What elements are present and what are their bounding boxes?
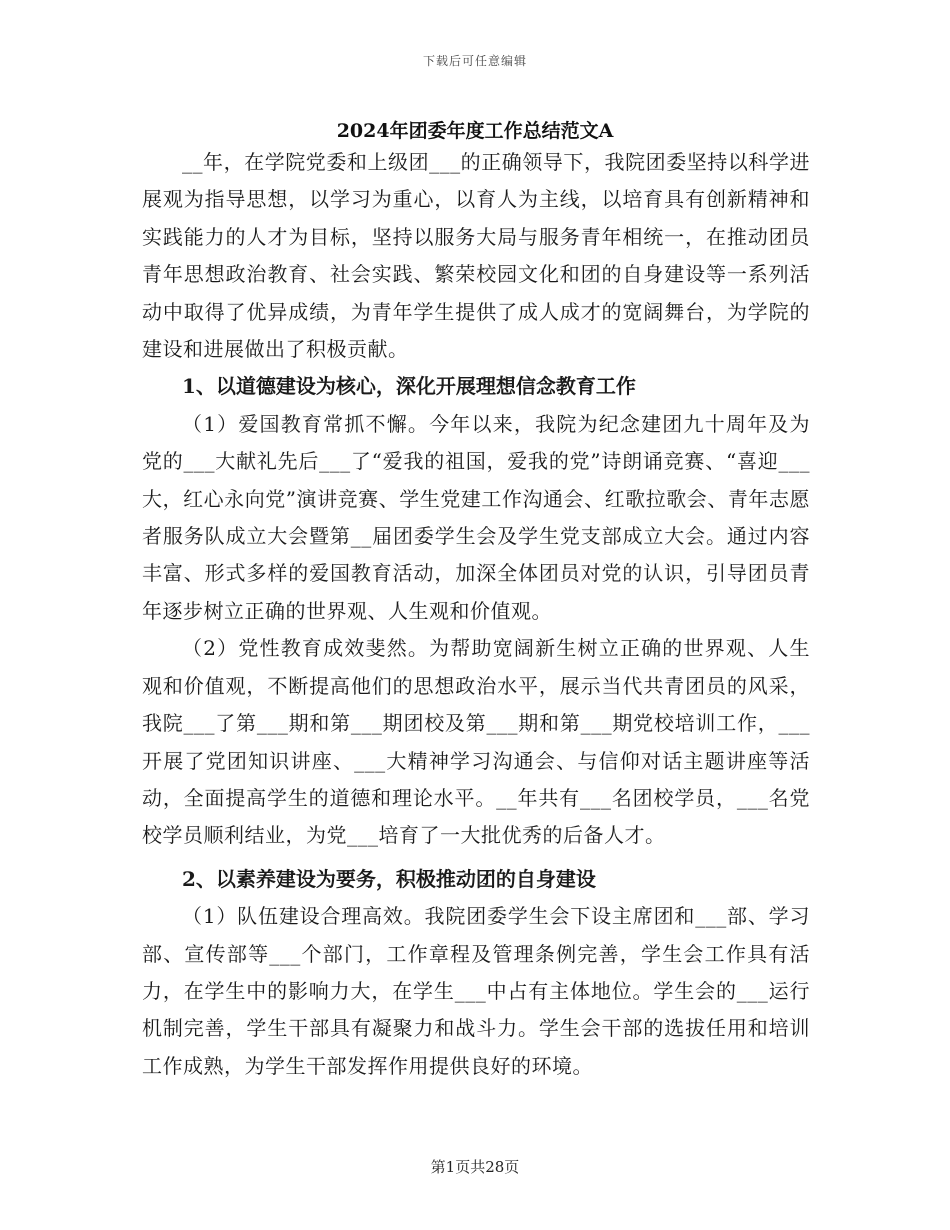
- document-title: 2024年团委年度工作总结范文A: [336, 120, 614, 142]
- page-header-note: 下载后可任意编辑: [422, 54, 527, 68]
- paragraph-team-building: （1）队伍建设合理高效。我院团委学生会下设主席团和___部、学习部、宣传部等___个部门，工作章程及管理条例完善，学生会工作具有活力，在学生中的影响力大，在学生___中占有主体地位。学生会的___运行机制完善，学生干部具有凝聚力和战斗力。学生会干部的选拔任用和培训工作成熟，为学生干部发挥作用提供良好的环境。: [142, 904, 810, 1078]
- intro-paragraph: __年，在学院党委和上级团___的正确领导下，我院团委坚持以科学进展观为指导思想，以学习为重心，以育人为主线，以培育具有创新精神和实践能力的人才为目标，坚持以服务大局与服务青年相统一，在推动团员青年思想政治教育、社会实践、繁荣校园文化和团的自身建设等一系列活动中取得了优异成绩，为青年学生提供了成人成才的宽阔舞台，为学院的建设和进展做出了积极贡献。: [142, 150, 810, 362]
- document-body: [142, 144, 810, 1085]
- section-heading-2: 2、以素养建设为要务，积极推动团的自身建设: [182, 866, 596, 891]
- paragraph-patriotic-education: （1）爱国教育常抓不懈。今年以来，我院为纪念建团九十周年及为党的___大献礼先后___了“爱我的祖国，爱我的党”诗朗诵竞赛、“喜迎___大，红心永向党”演讲竞赛、学生党建工作沟通会、红歌拉歌会、青年志愿者服务队成立大会暨第__届团委学生会及学生党支部成立大会。通过内容丰富、形式多样的爱国教育活动，加深全体团员对党的认识，引导团员青年逐步树立正确的世界观、人生观和价值观。: [142, 411, 810, 623]
- paragraph-party-education: （2）党性教育成效斐然。为帮助宽阔新生树立正确的世界观、人生观和价值观，不断提高他们的思想政治水平，展示当代共青团员的风采，我院___了第___期和第___期团校及第___期和第___期党校培训工作，___开展了党团知识讲座、___大精神学习沟通会、与信仰对话主题讲座等活动，全面提高学生的道德和理论水平。__年共有___名团校学员，___名党校学员顺利结业，为党___培育了一大批优秀的后备人才。: [142, 636, 810, 848]
- section-heading-1: 1、以道德建设为核心，深化开展理想信念教育工作: [182, 374, 636, 399]
- page-number-footer: 第1页共28页: [430, 1158, 520, 1176]
